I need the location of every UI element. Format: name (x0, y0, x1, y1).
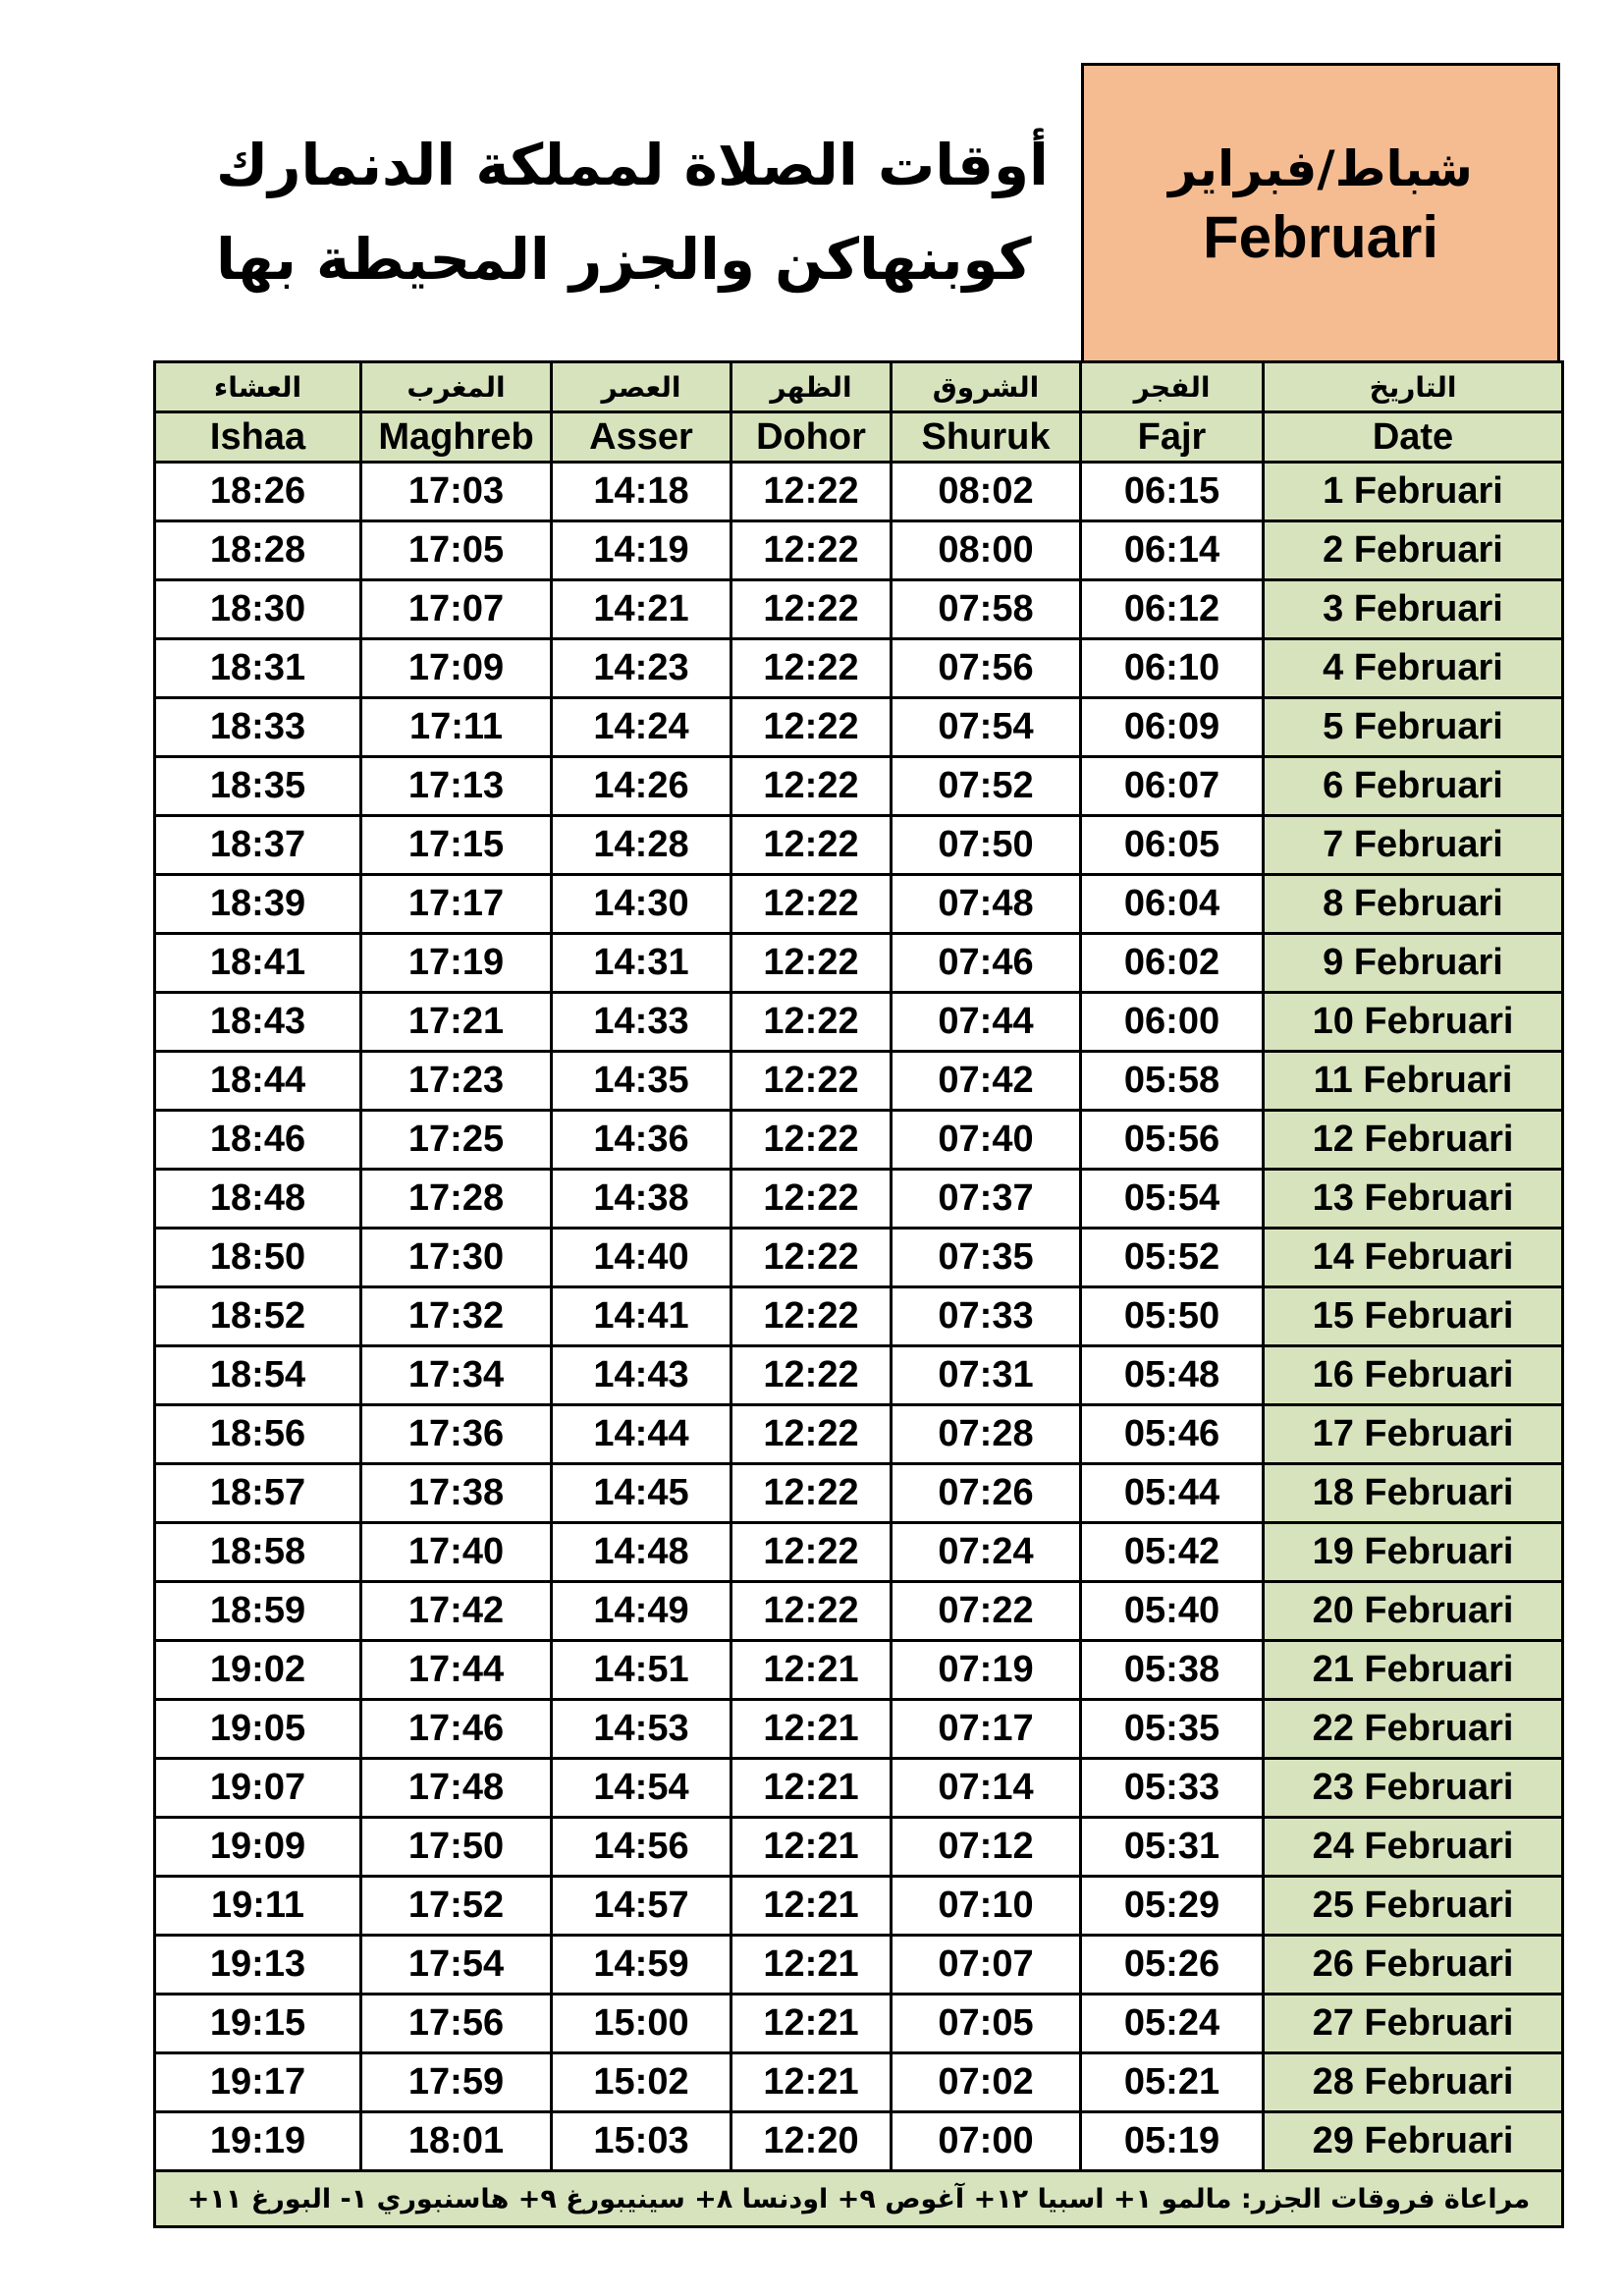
maghreb-cell: 17:28 (361, 1170, 552, 1229)
fajr-cell: 06:14 (1081, 521, 1264, 580)
asser-cell: 14:33 (552, 993, 731, 1052)
ishaa-cell: 18:57 (155, 1464, 361, 1523)
ishaa-cell: 18:33 (155, 698, 361, 757)
asser-cell: 15:02 (552, 2053, 731, 2112)
table-row (155, 1641, 1563, 1700)
date-cell: 26 Februari (1264, 1936, 1563, 1995)
fajr-cell: 06:12 (1081, 580, 1264, 639)
table-row (155, 1818, 1563, 1877)
ishaa-cell: 18:44 (155, 1052, 361, 1111)
header-row-latin (155, 412, 1563, 463)
shuruk-cell: 07:33 (892, 1287, 1081, 1346)
ishaa-cell: 18:56 (155, 1405, 361, 1464)
table-row (155, 2053, 1563, 2112)
header-shuruk-ar: الشروق (892, 362, 1081, 412)
asser-cell: 14:36 (552, 1111, 731, 1170)
ishaa-cell: 18:35 (155, 757, 361, 816)
ishaa-cell: 18:26 (155, 463, 361, 521)
shuruk-cell: 07:22 (892, 1582, 1081, 1641)
fajr-cell: 06:04 (1081, 875, 1264, 934)
shuruk-cell: 07:14 (892, 1759, 1081, 1818)
table-row (155, 1877, 1563, 1936)
shuruk-cell: 07:48 (892, 875, 1081, 934)
maghreb-cell: 17:44 (361, 1641, 552, 1700)
maghreb-cell: 17:56 (361, 1995, 552, 2053)
asser-cell: 14:44 (552, 1405, 731, 1464)
fajr-cell: 05:31 (1081, 1818, 1264, 1877)
fajr-cell: 05:44 (1081, 1464, 1264, 1523)
fajr-cell: 06:07 (1081, 757, 1264, 816)
shuruk-cell: 07:26 (892, 1464, 1081, 1523)
maghreb-cell: 17:48 (361, 1759, 552, 1818)
dohor-cell: 12:22 (731, 1111, 892, 1170)
asser-cell: 14:56 (552, 1818, 731, 1877)
shuruk-cell: 07:35 (892, 1229, 1081, 1287)
header-ishaa: Ishaa (155, 412, 361, 463)
dohor-cell: 12:22 (731, 580, 892, 639)
shuruk-cell: 07:07 (892, 1936, 1081, 1995)
asser-cell: 14:57 (552, 1877, 731, 1936)
maghreb-cell: 17:15 (361, 816, 552, 875)
ishaa-cell: 19:13 (155, 1936, 361, 1995)
ishaa-cell: 18:37 (155, 816, 361, 875)
header-asser: Asser (552, 412, 731, 463)
fajr-cell: 05:29 (1081, 1877, 1264, 1936)
footer-row (155, 2171, 1563, 2227)
dohor-cell: 12:22 (731, 934, 892, 993)
fajr-cell: 05:54 (1081, 1170, 1264, 1229)
dohor-cell: 12:22 (731, 639, 892, 698)
date-cell: 25 Februari (1264, 1877, 1563, 1936)
header-maghreb: Maghreb (361, 412, 552, 463)
shuruk-cell: 07:56 (892, 639, 1081, 698)
table-row (155, 1111, 1563, 1170)
maghreb-cell: 17:38 (361, 1464, 552, 1523)
shuruk-cell: 07:37 (892, 1170, 1081, 1229)
fajr-cell: 06:10 (1081, 639, 1264, 698)
date-cell: 6 Februari (1264, 757, 1563, 816)
shuruk-cell: 07:05 (892, 1995, 1081, 2053)
shuruk-cell: 07:02 (892, 2053, 1081, 2112)
table-row (155, 1170, 1563, 1229)
dohor-cell: 12:22 (731, 1287, 892, 1346)
ishaa-cell: 18:31 (155, 639, 361, 698)
table-row (155, 580, 1563, 639)
date-cell: 14 Februari (1264, 1229, 1563, 1287)
maghreb-cell: 17:36 (361, 1405, 552, 1464)
ishaa-cell: 19:09 (155, 1818, 361, 1877)
table-row (155, 1405, 1563, 1464)
maghreb-cell: 17:54 (361, 1936, 552, 1995)
dohor-cell: 12:21 (731, 1700, 892, 1759)
fajr-cell: 06:00 (1081, 993, 1264, 1052)
table-row (155, 1052, 1563, 1111)
date-cell: 8 Februari (1264, 875, 1563, 934)
dohor-cell: 12:22 (731, 875, 892, 934)
maghreb-cell: 17:11 (361, 698, 552, 757)
ishaa-cell: 18:43 (155, 993, 361, 1052)
table-row (155, 1229, 1563, 1287)
maghreb-cell: 17:05 (361, 521, 552, 580)
fajr-cell: 05:42 (1081, 1523, 1264, 1582)
date-cell: 22 Februari (1264, 1700, 1563, 1759)
month-latin: Februari (1202, 204, 1439, 270)
table-row (155, 875, 1563, 934)
asser-cell: 15:03 (552, 2112, 731, 2171)
asser-cell: 14:18 (552, 463, 731, 521)
maghreb-cell: 17:23 (361, 1052, 552, 1111)
header-row-arabic (155, 362, 1563, 412)
shuruk-cell: 07:00 (892, 2112, 1081, 2171)
fajr-cell: 05:19 (1081, 2112, 1264, 2171)
ishaa-cell: 18:30 (155, 580, 361, 639)
date-cell: 11 Februari (1264, 1052, 1563, 1111)
ishaa-cell: 19:17 (155, 2053, 361, 2112)
date-cell: 3 Februari (1264, 580, 1563, 639)
page-title (216, 118, 1049, 306)
table-row (155, 639, 1563, 698)
table-row (155, 1936, 1563, 1995)
date-cell: 21 Februari (1264, 1641, 1563, 1700)
shuruk-cell: 07:58 (892, 580, 1081, 639)
maghreb-cell: 17:32 (361, 1287, 552, 1346)
header-fajr: Fajr (1081, 412, 1264, 463)
asser-cell: 14:21 (552, 580, 731, 639)
shuruk-cell: 07:46 (892, 934, 1081, 993)
asser-cell: 14:31 (552, 934, 731, 993)
asser-cell: 14:41 (552, 1287, 731, 1346)
ishaa-cell: 18:41 (155, 934, 361, 993)
fajr-cell: 05:40 (1081, 1582, 1264, 1641)
table-row (155, 1287, 1563, 1346)
date-cell: 23 Februari (1264, 1759, 1563, 1818)
table-row (155, 698, 1563, 757)
fajr-cell: 06:15 (1081, 463, 1264, 521)
asser-cell: 14:43 (552, 1346, 731, 1405)
title-line-2: كوبنهاكن والجزر المحيطة بها (216, 226, 1032, 293)
fajr-cell: 05:52 (1081, 1229, 1264, 1287)
table-row (155, 816, 1563, 875)
ishaa-cell: 18:39 (155, 875, 361, 934)
maghreb-cell: 17:13 (361, 757, 552, 816)
date-cell: 7 Februari (1264, 816, 1563, 875)
maghreb-cell: 17:25 (361, 1111, 552, 1170)
dohor-cell: 12:20 (731, 2112, 892, 2171)
maghreb-cell: 17:40 (361, 1523, 552, 1582)
date-cell: 18 Februari (1264, 1464, 1563, 1523)
asser-cell: 14:53 (552, 1700, 731, 1759)
ishaa-cell: 18:48 (155, 1170, 361, 1229)
fajr-cell: 05:58 (1081, 1052, 1264, 1111)
header-maghreb-ar: المغرب (361, 362, 552, 412)
date-cell: 2 Februari (1264, 521, 1563, 580)
ishaa-cell: 18:46 (155, 1111, 361, 1170)
ishaa-cell: 18:58 (155, 1523, 361, 1582)
fajr-cell: 05:48 (1081, 1346, 1264, 1405)
fajr-cell: 05:21 (1081, 2053, 1264, 2112)
fajr-cell: 05:35 (1081, 1700, 1264, 1759)
maghreb-cell: 17:07 (361, 580, 552, 639)
asser-cell: 14:54 (552, 1759, 731, 1818)
shuruk-cell: 08:02 (892, 463, 1081, 521)
shuruk-cell: 07:17 (892, 1700, 1081, 1759)
header-shuruk: Shuruk (892, 412, 1081, 463)
dohor-cell: 12:22 (731, 1229, 892, 1287)
ishaa-cell: 18:59 (155, 1582, 361, 1641)
shuruk-cell: 07:54 (892, 698, 1081, 757)
table-row (155, 757, 1563, 816)
asser-cell: 14:49 (552, 1582, 731, 1641)
shuruk-cell: 07:50 (892, 816, 1081, 875)
header-date-ar: التاريخ (1264, 362, 1563, 412)
shuruk-cell: 07:52 (892, 757, 1081, 816)
shuruk-cell: 07:19 (892, 1641, 1081, 1700)
ishaa-cell: 19:19 (155, 2112, 361, 2171)
asser-cell: 14:30 (552, 875, 731, 934)
table-row (155, 463, 1563, 521)
month-arabic: شباط/فبراير (1168, 140, 1473, 197)
ishaa-cell: 18:52 (155, 1287, 361, 1346)
header-asser-ar: العصر (552, 362, 731, 412)
maghreb-cell: 18:01 (361, 2112, 552, 2171)
asser-cell: 14:28 (552, 816, 731, 875)
dohor-cell: 12:22 (731, 816, 892, 875)
fajr-cell: 05:56 (1081, 1111, 1264, 1170)
fajr-cell: 05:50 (1081, 1287, 1264, 1346)
shuruk-cell: 07:12 (892, 1818, 1081, 1877)
maghreb-cell: 17:30 (361, 1229, 552, 1287)
table-row (155, 934, 1563, 993)
header-date: Date (1264, 412, 1563, 463)
fajr-cell: 06:05 (1081, 816, 1264, 875)
table-row (155, 521, 1563, 580)
maghreb-cell: 17:21 (361, 993, 552, 1052)
table-row (155, 993, 1563, 1052)
maghreb-cell: 17:19 (361, 934, 552, 993)
shuruk-cell: 07:10 (892, 1877, 1081, 1936)
table-row (155, 2112, 1563, 2171)
fajr-cell: 05:26 (1081, 1936, 1264, 1995)
asser-cell: 15:00 (552, 1995, 731, 2053)
fajr-cell: 05:38 (1081, 1641, 1264, 1700)
asser-cell: 14:19 (552, 521, 731, 580)
ishaa-cell: 19:07 (155, 1759, 361, 1818)
dohor-cell: 12:22 (731, 1464, 892, 1523)
table-row (155, 1464, 1563, 1523)
dohor-cell: 12:21 (731, 1759, 892, 1818)
prayer-times-table (153, 360, 1564, 2228)
ishaa-cell: 19:15 (155, 1995, 361, 2053)
dohor-cell: 12:21 (731, 1995, 892, 2053)
asser-cell: 14:45 (552, 1464, 731, 1523)
asser-cell: 14:48 (552, 1523, 731, 1582)
date-cell: 24 Februari (1264, 1818, 1563, 1877)
fajr-cell: 05:33 (1081, 1759, 1264, 1818)
dohor-cell: 12:22 (731, 757, 892, 816)
maghreb-cell: 17:52 (361, 1877, 552, 1936)
ishaa-cell: 18:28 (155, 521, 361, 580)
asser-cell: 14:38 (552, 1170, 731, 1229)
maghreb-cell: 17:17 (361, 875, 552, 934)
table-row (155, 1995, 1563, 2053)
date-cell: 17 Februari (1264, 1405, 1563, 1464)
fajr-cell: 06:09 (1081, 698, 1264, 757)
maghreb-cell: 17:50 (361, 1818, 552, 1877)
date-cell: 5 Februari (1264, 698, 1563, 757)
dohor-cell: 12:22 (731, 463, 892, 521)
island-offsets-note: مراعاة فروقات الجزر: مالمو ١+ اسبيا ١٢+ آغوص ٩+ اودنسا ٨+ سينيبورغ ٩+ هاسنبوري ١- البورغ ١١+ (155, 2171, 1563, 2227)
dohor-cell: 12:22 (731, 993, 892, 1052)
date-cell: 20 Februari (1264, 1582, 1563, 1641)
date-cell: 16 Februari (1264, 1346, 1563, 1405)
header-fajr-ar: الفجر (1081, 362, 1264, 412)
dohor-cell: 12:21 (731, 1877, 892, 1936)
maghreb-cell: 17:42 (361, 1582, 552, 1641)
dohor-cell: 12:22 (731, 1582, 892, 1641)
ishaa-cell: 18:54 (155, 1346, 361, 1405)
fajr-cell: 06:02 (1081, 934, 1264, 993)
dohor-cell: 12:21 (731, 1641, 892, 1700)
table-row (155, 1700, 1563, 1759)
dohor-cell: 12:22 (731, 698, 892, 757)
asser-cell: 14:35 (552, 1052, 731, 1111)
fajr-cell: 05:24 (1081, 1995, 1264, 2053)
dohor-cell: 12:22 (731, 1052, 892, 1111)
date-cell: 10 Februari (1264, 993, 1563, 1052)
ishaa-cell: 19:11 (155, 1877, 361, 1936)
maghreb-cell: 17:59 (361, 2053, 552, 2112)
dohor-cell: 12:22 (731, 1346, 892, 1405)
date-cell: 29 Februari (1264, 2112, 1563, 2171)
shuruk-cell: 07:31 (892, 1346, 1081, 1405)
maghreb-cell: 17:09 (361, 639, 552, 698)
date-cell: 12 Februari (1264, 1111, 1563, 1170)
table-row (155, 1582, 1563, 1641)
ishaa-cell: 18:50 (155, 1229, 361, 1287)
table-row (155, 1523, 1563, 1582)
table-row (155, 1759, 1563, 1818)
date-cell: 27 Februari (1264, 1995, 1563, 2053)
dohor-cell: 12:21 (731, 2053, 892, 2112)
header-dohor: Dohor (731, 412, 892, 463)
maghreb-cell: 17:46 (361, 1700, 552, 1759)
asser-cell: 14:24 (552, 698, 731, 757)
shuruk-cell: 07:24 (892, 1523, 1081, 1582)
date-cell: 15 Februari (1264, 1287, 1563, 1346)
maghreb-cell: 17:34 (361, 1346, 552, 1405)
month-box (1081, 63, 1560, 363)
maghreb-cell: 17:03 (361, 463, 552, 521)
dohor-cell: 12:22 (731, 1405, 892, 1464)
shuruk-cell: 07:42 (892, 1052, 1081, 1111)
asser-cell: 14:59 (552, 1936, 731, 1995)
date-cell: 28 Februari (1264, 2053, 1563, 2112)
asser-cell: 14:51 (552, 1641, 731, 1700)
shuruk-cell: 07:28 (892, 1405, 1081, 1464)
header-dohor-ar: الظهر (731, 362, 892, 412)
ishaa-cell: 19:02 (155, 1641, 361, 1700)
asser-cell: 14:40 (552, 1229, 731, 1287)
date-cell: 1 Februari (1264, 463, 1563, 521)
date-cell: 9 Februari (1264, 934, 1563, 993)
header-ishaa-ar: العشاء (155, 362, 361, 412)
shuruk-cell: 07:40 (892, 1111, 1081, 1170)
dohor-cell: 12:21 (731, 1936, 892, 1995)
title-line-1: أوقات الصلاة لمملكة الدنمارك (216, 132, 1049, 198)
date-cell: 13 Februari (1264, 1170, 1563, 1229)
dohor-cell: 12:22 (731, 521, 892, 580)
date-cell: 19 Februari (1264, 1523, 1563, 1582)
shuruk-cell: 07:44 (892, 993, 1081, 1052)
asser-cell: 14:23 (552, 639, 731, 698)
dohor-cell: 12:22 (731, 1523, 892, 1582)
dohor-cell: 12:21 (731, 1818, 892, 1877)
ishaa-cell: 19:05 (155, 1700, 361, 1759)
table-row (155, 1346, 1563, 1405)
dohor-cell: 12:22 (731, 1170, 892, 1229)
date-cell: 4 Februari (1264, 639, 1563, 698)
asser-cell: 14:26 (552, 757, 731, 816)
fajr-cell: 05:46 (1081, 1405, 1264, 1464)
shuruk-cell: 08:00 (892, 521, 1081, 580)
